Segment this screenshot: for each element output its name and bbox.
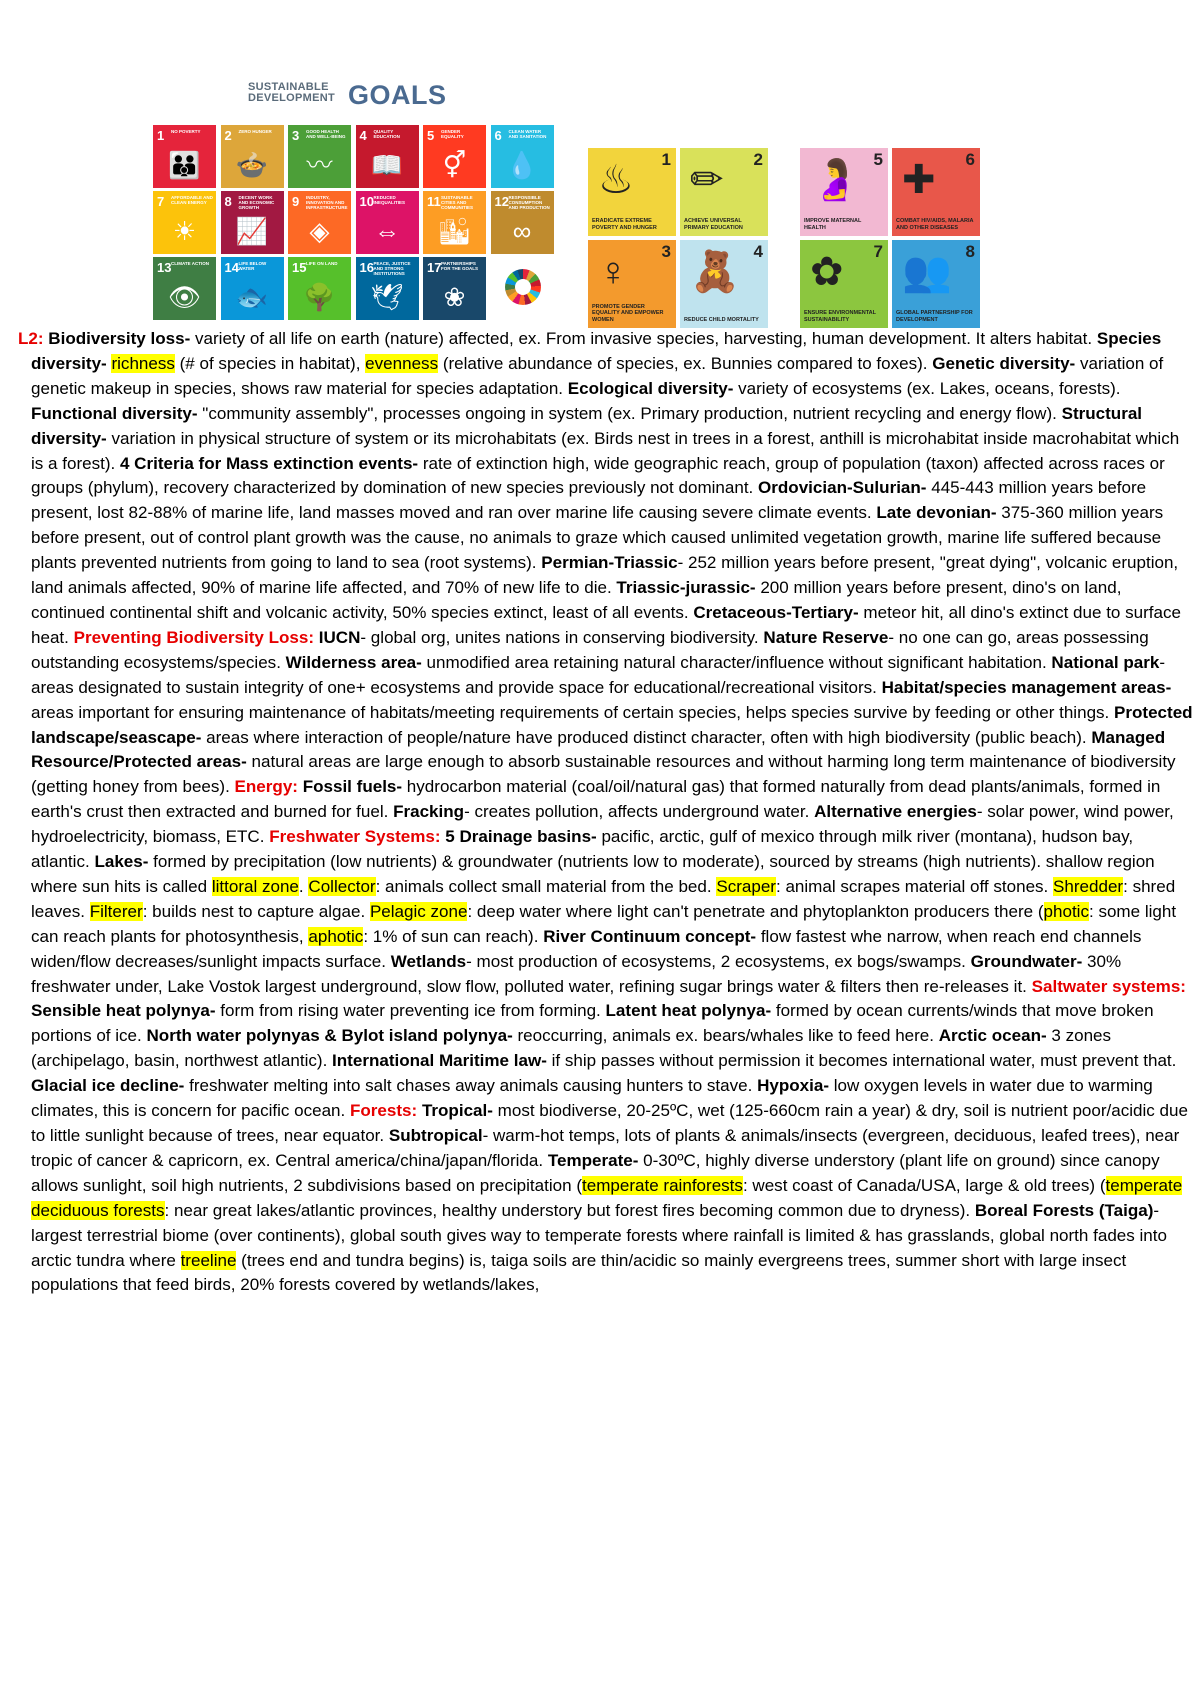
note-text: (relative abundance of species, ex. Bunnies compared to foxes). bbox=[438, 353, 933, 373]
term: Wetlands bbox=[390, 951, 467, 971]
sdg-tile-label: PEACE, JUSTICE AND STRONG INSTITUTIONS bbox=[373, 261, 411, 276]
term: 5 Drainage basins- bbox=[445, 827, 597, 847]
mdg-tile-label: ENSURE ENVIRONMENTAL SUSTAINABILITY bbox=[804, 310, 876, 323]
note-text: variety of all life on earth (nature) affected, ex. From invasive species, harvesting, human development. It alters habitat. bbox=[190, 329, 1097, 348]
mdg-tile-number: 6 bbox=[965, 150, 975, 169]
sdg-tile-number: 11 bbox=[427, 194, 441, 209]
sdg-tile-3 bbox=[288, 125, 351, 188]
mdg-tile-4 bbox=[680, 240, 768, 328]
sdg-tile-number: 4 bbox=[359, 128, 367, 143]
sdg-tile-1 bbox=[153, 125, 216, 188]
sdg-tile-label: ZERO HUNGER bbox=[238, 129, 272, 134]
note-text: variety of ecosystems (ex. Lakes, oceans, forests). bbox=[733, 378, 1121, 398]
sdg-wheel-icon bbox=[505, 269, 541, 305]
note-text: hydrocarbon material (coal/oil/natural gas) that formed naturally from dead plants/animals, formed in earth's crust then extracted and burned for fuel. bbox=[31, 777, 1161, 822]
female-icon: ♀ bbox=[598, 250, 628, 294]
note-text: "community assembly", processes ongoing in system (ex. Primary production, nutrient recycling and energy flow). bbox=[197, 403, 1062, 423]
notes-paragraph bbox=[18, 327, 1196, 1298]
term: North water polynyas & Bylot island polynya- bbox=[146, 1026, 513, 1046]
mdg-tile-8 bbox=[892, 240, 980, 328]
highlighted-term: Shredder bbox=[1053, 876, 1124, 896]
term: Tropical- bbox=[421, 1101, 493, 1121]
gender-icon: ⚥ bbox=[442, 150, 467, 180]
mdg-tile-number: 5 bbox=[873, 150, 883, 169]
note-text: areas important for ensuring maintenance of habitats/meeting requirements of certain species, helps species survive by feeding or other things. bbox=[31, 702, 1115, 722]
teddy-bear-icon: 🧸 bbox=[690, 250, 740, 294]
sdg-tile-label: DECENT WORK AND ECONOMIC GROWTH bbox=[238, 195, 275, 210]
note-text: 445-443 million years before present, lost 82-88% of marine life, land masses moved and ran over marine life causing severe climate events. bbox=[31, 478, 1147, 523]
note-text: formed by ocean currents/winds that move broken portions of ice. bbox=[31, 1001, 1154, 1046]
sdg-tile-16 bbox=[356, 257, 419, 320]
sdg-tile-number: 16 bbox=[359, 260, 374, 275]
highlighted-term: littoral zone bbox=[211, 876, 299, 896]
sdg-tile-5 bbox=[423, 125, 486, 188]
note-text: : near great lakes/atlantic provinces, healthy understory but forest fires becoming common due to dryness). bbox=[164, 1200, 975, 1220]
note-text: natural areas are large enough to absorb sustainable resources and without harming long term maintenance of biodiversity (getting honey from bees). bbox=[31, 752, 1176, 797]
term: Species diversity- bbox=[31, 329, 1162, 373]
mdg-tile-number: 3 bbox=[661, 242, 671, 261]
heartbeat-icon: 〰 bbox=[306, 150, 333, 180]
mdg-tile-2 bbox=[680, 148, 768, 236]
section-heading: Saltwater systems: bbox=[1031, 976, 1186, 996]
sdg-tile-label: SUSTAINABLE CITIES AND COMMUNITIES bbox=[441, 195, 473, 210]
book-icon: 📖 bbox=[370, 150, 404, 180]
sdg-tile-number: 3 bbox=[292, 128, 300, 143]
term: Hypoxia- bbox=[757, 1076, 830, 1096]
sdg-tile-label: CLIMATE ACTION bbox=[171, 261, 209, 266]
sdg-tile-label: LIFE BELOW WATER bbox=[238, 261, 267, 271]
sdg-tile-label: GENDER EQUALITY bbox=[441, 129, 464, 139]
term: Subtropical bbox=[388, 1126, 483, 1145]
note-text: 200 million years before present, dino's on land, continued continental shift and volcanic activity, 50% species extinct, least of all events. bbox=[31, 578, 1122, 622]
term: Arctic ocean- bbox=[938, 1026, 1047, 1046]
sdg-tile-number: 7 bbox=[157, 194, 165, 209]
term: Biodiversity loss- bbox=[48, 329, 191, 348]
note-text: meteor hit, all dino's extinct due to surface heat. bbox=[31, 602, 1181, 647]
term: Boreal Forests (Taiga) bbox=[974, 1200, 1154, 1220]
mdg-tile-number: 8 bbox=[965, 242, 975, 261]
mdg-tile-7 bbox=[800, 240, 888, 328]
note-text: : animal scrapes material off stones. bbox=[775, 876, 1054, 896]
sdg-tile-number: 14 bbox=[224, 260, 239, 275]
sdg-tile-number: 8 bbox=[224, 194, 232, 209]
sdg-tile-number: 5 bbox=[427, 128, 435, 143]
note-text: : builds nest to capture algae. bbox=[142, 901, 370, 921]
mother-icon: 🤰 bbox=[810, 158, 860, 202]
water-icon: 💧 bbox=[505, 150, 539, 180]
note-text: - no one can go, areas possessing outstanding ecosystems/species. bbox=[31, 627, 1149, 672]
sdg-goals-image bbox=[153, 70, 553, 320]
note-text: freshwater melting into salt chases away animals causing hunters to stave. bbox=[184, 1076, 758, 1096]
sdg-tile-label: LIFE ON LAND bbox=[306, 261, 338, 266]
note-text: - largest terrestrial biome (over continents), global south gives way to temperate forests where rainfall is limited & has grasslands, global north fades into arctic tundra where bbox=[31, 1200, 1167, 1270]
sdg-tile-grid bbox=[153, 125, 553, 320]
term: Protected landscape/seascape- bbox=[31, 702, 1193, 747]
note-text: : deep water where light can't penetrate and phytoplankton producers there ( bbox=[467, 901, 1044, 921]
sdg-tile-15 bbox=[288, 257, 351, 320]
note-text: most biodiverse, 20-25ºC, wet (125-660cm rain a year) & dry, soil is nutrient poor/acidic due to little sunlight because of trees, near equator. bbox=[31, 1101, 1188, 1145]
term: Structural diversity- bbox=[31, 403, 1143, 448]
people-icon: 👪 bbox=[168, 150, 201, 180]
term: Triassic-jurassic- bbox=[616, 578, 756, 598]
sdg-tile-14 bbox=[221, 257, 284, 320]
pencil-icon: ✏ bbox=[690, 158, 724, 202]
note-text: : some light can reach plants for photosynthesis, bbox=[31, 901, 1177, 946]
note-text: 30% freshwater under, Lake Vostok largest underground, slow flow, polluted water, refining sugar brings water & filters then re-releases it. bbox=[31, 951, 1122, 996]
sdg-tile-6 bbox=[491, 125, 554, 188]
note-text: - solar power, wind power, hydroelectricity, biomass, ETC. bbox=[31, 802, 1174, 847]
note-text: : animals collect small material from the bed. bbox=[375, 876, 717, 896]
cubes-icon: ◈ bbox=[309, 216, 330, 246]
sdg-tile-7 bbox=[153, 191, 216, 254]
tree-icon: 🌳 bbox=[303, 282, 336, 312]
highlighted-term: temperate deciduous forests bbox=[31, 1175, 1183, 1220]
note-text: (# of species in habitat), bbox=[174, 353, 366, 373]
sdg-tile-number: 17 bbox=[427, 260, 442, 275]
section-heading: Freshwater Systems: bbox=[269, 827, 441, 847]
sdg-title-goals: GOALS bbox=[348, 80, 447, 110]
term: Sensible heat polynya- bbox=[31, 1001, 216, 1021]
city-icon: 🏙 bbox=[437, 216, 471, 246]
highlighted-term: Filterer bbox=[89, 901, 143, 921]
bowl-icon: 🍲 bbox=[235, 150, 269, 180]
note-text: if ship passes without permission it becomes international water, must prevent that. bbox=[546, 1051, 1177, 1071]
sdg-tile-label: QUALITY EDUCATION bbox=[373, 129, 400, 139]
mdg-tile-label: COMBAT HIV/AIDS, MALARIA AND OTHER DISEASES bbox=[896, 218, 974, 231]
highlighted-term: richness bbox=[111, 353, 175, 373]
note-text: - areas designated to sustain integrity of one+ ecosystems and provide space for educational/recreational visitors. bbox=[31, 652, 1165, 697]
note-text: variation of genetic makeup in species, shows raw material for species adaptation. bbox=[31, 353, 1164, 398]
infinity-icon: ∞ bbox=[512, 216, 532, 246]
note-text: flow fastest whe narrow, when reach end channels widen/flow decreases/sunlight impacts surface. bbox=[31, 926, 1142, 971]
sdg-tile-number: 1 bbox=[157, 128, 165, 143]
note-text: form from rising water preventing ice from forming. bbox=[215, 1001, 606, 1021]
eye-globe-icon: 👁 bbox=[167, 282, 201, 312]
study-notes bbox=[18, 327, 1196, 1298]
sdg-tile-number: 2 bbox=[224, 128, 232, 143]
dove-icon: 🕊 bbox=[370, 282, 404, 312]
section-heading: Preventing Biodiversity Loss: bbox=[73, 627, 315, 647]
term: Temperate- bbox=[547, 1150, 639, 1170]
term: Latent heat polynya- bbox=[605, 1001, 772, 1021]
mdg-tile-label: ACHIEVE UNIVERSAL PRIMARY EDUCATION bbox=[684, 218, 743, 231]
bowl-icon: ♨ bbox=[598, 158, 634, 202]
note-text: formed by precipitation (low nutrients) & groundwater (nutrients low to moderate), sourced by streams (high nutrients). shallow region where sun hits is called bbox=[31, 852, 1155, 896]
sun-icon: ☀ bbox=[172, 216, 197, 246]
term: Nature Reserve bbox=[763, 627, 889, 647]
term: National park bbox=[1051, 652, 1160, 672]
highlighted-term: Pelagic zone bbox=[369, 901, 468, 921]
sdg-tile-8 bbox=[221, 191, 284, 254]
highlighted-term: treeline bbox=[180, 1250, 237, 1270]
note-text: areas where interaction of people/nature have produced distinct character, often with high biodiversity (public beach). bbox=[201, 727, 1092, 747]
mdg-tile-5 bbox=[800, 148, 888, 236]
mdg-tile-label: GLOBAL PARTNERSHIP FOR DEVELOPMENT bbox=[896, 310, 973, 323]
mdg-tile-label: REDUCE CHILD MORTALITY bbox=[684, 316, 759, 323]
sdg-tile-label: PARTNERSHIPS FOR THE GOALS bbox=[441, 261, 478, 271]
term: River Continuum concept- bbox=[543, 926, 757, 946]
term: Functional diversity- bbox=[31, 403, 198, 423]
term: Groundwater- bbox=[970, 951, 1083, 971]
note-text: 3 zones (archipelago, basin, northwest atlantic). bbox=[31, 1026, 1112, 1071]
sdg-title-line1: SUSTAINABLE bbox=[248, 81, 329, 93]
flower-icon: ❀ bbox=[443, 282, 466, 312]
highlighted-term: Collector bbox=[308, 876, 376, 896]
sdg-tile-number: 12 bbox=[494, 194, 509, 209]
sdg-tile-number: 15 bbox=[292, 260, 307, 275]
note-text: reoccurring, animals ex. bears/whales like to feed here. bbox=[512, 1026, 939, 1046]
highlighted-term: photic bbox=[1043, 901, 1089, 921]
mdg-tile-number: 1 bbox=[661, 150, 671, 169]
sdg-tile-label: RESPONSIBLE CONSUMPTION AND PRODUCTION bbox=[508, 195, 550, 210]
sdg-tile-label: INDUSTRY, INNOVATION AND INFRASTRUCTURE bbox=[306, 195, 348, 210]
term: Lakes- bbox=[94, 852, 149, 872]
mdg-tile-label: IMPROVE MATERNAL HEALTH bbox=[804, 218, 862, 231]
term: Fossil fuels- bbox=[302, 777, 403, 797]
note-text: unmodified area retaining natural character/influence without significant habitation. bbox=[421, 652, 1052, 672]
note-text: 0-30ºC, highly diverse understory (plant life on ground) since canopy allows sunlight, soil high nutrients, 2 subdivisions based on precipitation ( bbox=[31, 1150, 1160, 1195]
note-text: - 252 million years before present, "great dying", volcanic eruption, land animals affected, 90% of marine life affected, and 70% of new life to die. bbox=[31, 553, 1179, 598]
term: Alternative energies bbox=[814, 802, 977, 822]
mdg-tile-label: PROMOTE GENDER EQUALITY AND EMPOWER WOMEN bbox=[592, 303, 664, 323]
note-text: rate of extinction high, wide geographic reach, group of population (taxon) affected across races or groups (phylum), recovery characterized by domination of new species previously not dominant. bbox=[31, 453, 1165, 498]
note-text: - creates pollution, affects underground water. bbox=[464, 802, 815, 822]
sdg-tile-number: 10 bbox=[359, 194, 374, 209]
fish-icon: 🐟 bbox=[235, 282, 269, 312]
note-text: (trees end and tundra begins) is, taiga soils are thin/acidic so mainly evergreens trees, summer short with large insect populations that feed birds, 20% forests covered by wetlands/lakes, bbox=[31, 1250, 1127, 1295]
equal-icon: ⇔ bbox=[374, 216, 400, 246]
sdg-tile-label: CLEAN WATER AND SANITATION bbox=[508, 129, 547, 139]
sdg-tile-2 bbox=[221, 125, 284, 188]
sdg-tile-4 bbox=[356, 125, 419, 188]
term: Wilderness area- bbox=[285, 652, 422, 672]
sdg-tile-9 bbox=[288, 191, 351, 254]
note-text: pacific, arctic, gulf of mexico through milk river (montana), hudson bay, atlantic. bbox=[31, 827, 1134, 872]
term: Cretaceous-Tertiary- bbox=[693, 602, 859, 622]
highlighted-term: aphotic bbox=[308, 926, 364, 946]
note-text: - global org, unites nations in conserving biodiversity. bbox=[360, 627, 764, 647]
note-text: : west coast of Canada/USA, large & old trees) ( bbox=[742, 1175, 1106, 1195]
sdg-tile-10 bbox=[356, 191, 419, 254]
term: Genetic diversity- bbox=[932, 353, 1076, 373]
growth-chart-icon: 📈 bbox=[235, 216, 269, 246]
sdg-tile-17 bbox=[423, 257, 486, 320]
highlighted-term: Scraper bbox=[716, 876, 776, 896]
sdg-tile-number: 9 bbox=[292, 194, 300, 209]
note-text: low oxygen levels in water due to warming climates, this is concern for pacific ocean. bbox=[31, 1076, 1153, 1121]
highlighted-term: temperate rainforests bbox=[582, 1175, 743, 1195]
mdg-tile-number: 2 bbox=[753, 150, 763, 169]
mdg-tile-3 bbox=[588, 240, 676, 328]
term: Glacial ice decline- bbox=[31, 1076, 185, 1096]
section-heading: L2: bbox=[18, 329, 44, 348]
group-icon: 👥 bbox=[902, 250, 952, 294]
sdg-title-line2: DEVELOPMENT bbox=[248, 92, 336, 104]
term: Permian-Triassic bbox=[541, 553, 678, 573]
mdg-tile-6 bbox=[892, 148, 980, 236]
note-text: : 1% of sun can reach). bbox=[363, 926, 544, 946]
highlighted-term: evenness bbox=[365, 353, 439, 373]
section-heading: Energy: bbox=[234, 777, 298, 797]
mdg-tile-number: 4 bbox=[753, 242, 763, 261]
note-text: 375-360 million years before present, out of control plant growth was the cause, no animals to graze which caused unlimited vegetation growth, marine life suffered because plants prevented nutrients from going to land to sea (root systems). bbox=[31, 503, 1164, 573]
term: Habitat/species management areas- bbox=[881, 677, 1172, 697]
term: Ordovician-Sulurian- bbox=[758, 478, 927, 498]
sdg-tile-number: 13 bbox=[157, 260, 172, 275]
term: Fracking bbox=[393, 802, 465, 822]
plant-icon: ✿ bbox=[810, 250, 844, 294]
sdg-tile-label: REDUCED INEQUALITIES bbox=[373, 195, 406, 205]
sdg-tile-12 bbox=[491, 191, 554, 254]
note-text: : shred leaves. bbox=[31, 876, 1176, 921]
term: IUCN bbox=[318, 627, 361, 647]
note-text: variation in physical structure of system or its microhabitats (ex. Birds nest in trees in a forest, anthill is microhabitat inside macrohabitat which is a forest). bbox=[31, 428, 1180, 473]
medicine-icon: ✚ bbox=[902, 158, 936, 202]
sdg-tile-label: AFFORDABLE AND CLEAN ENERGY bbox=[171, 195, 213, 205]
mdg-tile-1 bbox=[588, 148, 676, 236]
note-text: . bbox=[298, 876, 309, 896]
sdg-title bbox=[248, 80, 447, 110]
term: Ecological diversity- bbox=[567, 378, 734, 398]
sdg-tile-label: NO POVERTY bbox=[171, 129, 201, 134]
mdg-tile-number: 7 bbox=[873, 242, 883, 261]
term: Late devonian- bbox=[876, 503, 997, 523]
sdg-wheel-logo bbox=[491, 257, 554, 320]
section-heading: Forests: bbox=[350, 1101, 418, 1121]
term: 4 Criteria for Mass extinction events- bbox=[119, 453, 419, 473]
sdg-tile-label: GOOD HEALTH AND WELL-BEING bbox=[306, 129, 346, 139]
term: Managed Resource/Protected areas- bbox=[31, 727, 1166, 772]
term: International Maritime law- bbox=[332, 1051, 547, 1071]
mdg-tile-label: ERADICATE EXTREME POVERTY AND HUNGER bbox=[592, 218, 657, 231]
sdg-tile-number: 6 bbox=[494, 128, 502, 143]
note-text: - most production of ecosystems, 2 ecosystems, ex bogs/swamps. bbox=[466, 951, 971, 971]
note-text: - warm-hot temps, lots of plants & animals/insects (evergreen, deciduous, leafed trees), near tropic of cancer & capricorn, ex. Central america/china/japan/florida. bbox=[31, 1126, 1180, 1170]
sdg-tile-11 bbox=[423, 191, 486, 254]
sdg-tile-13 bbox=[153, 257, 216, 320]
